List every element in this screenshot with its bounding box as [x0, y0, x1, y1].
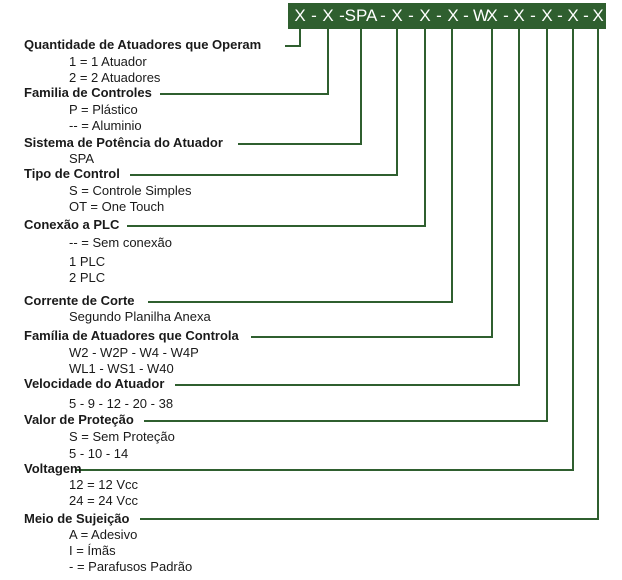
code-separator: -: [408, 6, 414, 25]
field-option: A = Adesivo: [69, 527, 138, 542]
field-option: 1 = 1 Atuador: [69, 54, 147, 69]
code-segment: X: [541, 6, 553, 25]
field-heading: Familia de Controles: [24, 85, 152, 100]
connector-line: [140, 29, 598, 519]
code-separator: -: [530, 6, 536, 25]
field-option: 2 PLC: [69, 270, 106, 285]
field-heading: Tipo de Control: [24, 166, 120, 181]
field-option: S = Controle Simples: [69, 183, 192, 198]
code-segment: X: [447, 6, 459, 25]
field-heading: Corrente de Corte: [24, 293, 135, 308]
code-separator: -: [503, 6, 509, 25]
connector-line: [251, 29, 492, 337]
code-segment: X: [592, 6, 604, 25]
field-option: OT = One Touch: [69, 199, 165, 214]
field-option: Segundo Planilha Anexa: [69, 309, 211, 324]
code-separator: -: [463, 6, 469, 25]
field-option: 2 = 2 Atuadores: [69, 70, 161, 85]
field-option: W2 - W2P - W4 - W4P: [69, 345, 199, 360]
field-option: SPA: [69, 151, 95, 166]
code-segment: W: [473, 6, 490, 25]
code-separator: -: [436, 6, 442, 25]
connector-line: [285, 29, 300, 46]
field-heading: Família de Atuadores que Controla: [24, 328, 239, 343]
code-segment: X: [513, 6, 525, 25]
field-heading: Meio de Sujeição: [24, 511, 130, 526]
field-option: 1 PLC: [69, 254, 106, 269]
code-segment: X: [486, 6, 498, 25]
field-option: 5 - 9 - 12 - 20 - 38: [69, 396, 174, 411]
connector-line: [148, 29, 452, 302]
field-option: P = Plástico: [69, 102, 138, 117]
field-heading: Conexão a PLC: [24, 217, 120, 232]
field-option: WL1 - WS1 - W40: [69, 361, 174, 376]
field-option: 12 = 12 Vcc: [69, 477, 139, 492]
field-option: I = Ímãs: [69, 543, 116, 558]
code-segment: X: [322, 6, 334, 25]
code-segment: X: [391, 6, 403, 25]
code-segment: X: [294, 6, 306, 25]
code-separator: -: [557, 6, 563, 25]
code-separator: -: [380, 6, 386, 25]
field-heading: Sistema de Potência do Atuador: [24, 135, 223, 150]
code-separator: -: [583, 6, 589, 25]
field-option: -- = Aluminio: [69, 118, 142, 133]
field-heading: Velocidade do Atuador: [24, 376, 165, 391]
code-separator: -: [339, 6, 345, 25]
field-heading: Quantidade de Atuadores que Operam: [24, 37, 262, 52]
code-segment: X: [567, 6, 579, 25]
code-segment: SPA: [344, 6, 378, 25]
field-heading: Voltagem: [24, 461, 82, 476]
field-option: 5 - 10 - 14: [69, 446, 129, 461]
field-heading: Valor de Proteção: [24, 412, 134, 427]
field-option: - = Parafusos Padrão: [69, 559, 193, 574]
field-option: 24 = 24 Vcc: [69, 493, 139, 508]
code-separator: -: [311, 6, 317, 25]
field-option: -- = Sem conexão: [69, 235, 172, 250]
code-segment: X: [419, 6, 431, 25]
field-option: S = Sem Proteção: [69, 429, 175, 444]
